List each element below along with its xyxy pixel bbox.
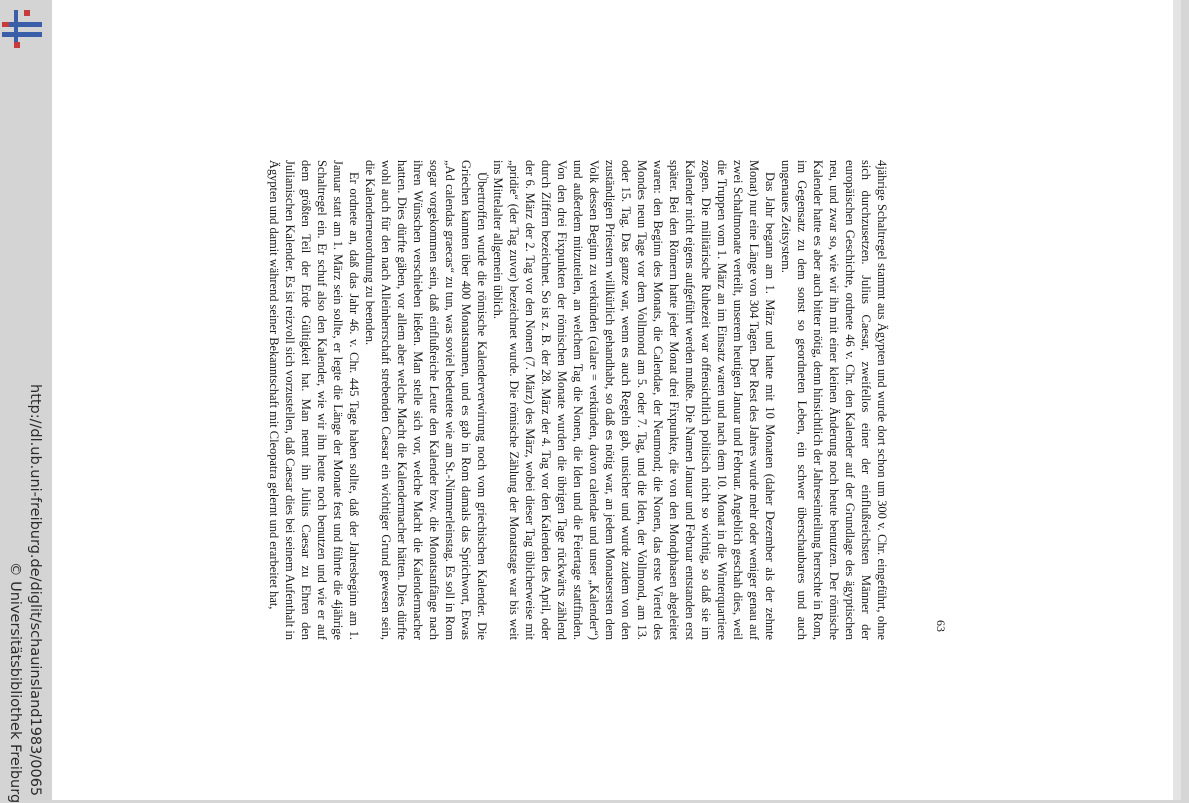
page-number: 63: [934, 620, 948, 632]
rotated-text-block: [267, 160, 890, 640]
sidebar: [0, 0, 52, 803]
paragraph-3: Übertroffen wurde die römische Kalenderverwirrung noch vom griechischen Kalender. Die Griechen kannten über 400 Monatsnamen, und es gab in Rom damals das Sprichwort, Etwas „Ad calendas graecas“ zu tun, was soviel bedeutete wie am St.-Nimmerleinstag. Es soll in Rom sogar vorgekommen sein, daß einflußreiche Leute den Kalender bzw. die Monatsanfänge nach ihren Wünschen verschieben ließen. Man stelle sich vor, welche Macht die Kalendermacher hatten. Dies dürfte gäben, vor allem aber welche Macht die Kalendermacher hätten. Dies dürfte wohl auch für den nach Alleinherrschaft strebenden Caesar ein wichtiger Grund gewesen sein, die Kalenderneuordnung zu beenden.: [363, 160, 489, 640]
copyright-notice: © Universitätsbibliothek Freiburg: [7, 562, 23, 803]
document-url[interactable]: http://dl.ub.uni-freiburg.de/diglit/schauinsland1983/0065: [27, 384, 43, 797]
paragraph-4: Er ordnete an, daß das Jahr 46. v. Chr. 445 Tage haben sollte, daß der Jahresbeginn am 1. Januar statt am 1. März sein sollte, er legte die Länge der Monate fest und führte die 4jährige Schaltregel ein. Er schuf also den Kalender, wie wir ihn heute noch benutzen und wie er auf dem größten Teil der Erde Gültigkeit hat. Man nennt ihn Julius Caesar zu Ehren den Julianischen Kalender. Es ist reizvoll sich vorzustellen, daß Caesar dies bei seinem Aufenthalt in Ägypten und damit während seiner Bekanntschaft mit Cleopatra gelernt und erarbeitet hat,: [267, 160, 361, 640]
paragraph-1: 4jährige Schaltregel stammt aus Ägypten und wurde dort schon um 300 v. Chr. eingeführt, ohne sich durchzusetzen. Julius Caesar, zweifellos einer der einflußreichsten Männer der europäischen Geschichte, ordnete 46 v. Chr. den Kalender auf der Grundlage des ägyptischen neu, und zwar so, wie wir ihn mit einer kleinen Änderung noch heute benutzen. Der römische Kalender hatte es aber auch bitter nötig, denn hinsichtlich der Jahreseinteilung herrschte in Rom, im Gegensatz zu dem sonst so geordneten Leben, ein schwer überschaubares und auch ungenaues Zeitsystem.: [779, 160, 889, 640]
paragraph-2: Das Jahr begann am 1. März und hatte mit 10 Monaten (daher Dezember als der zehnte Monat) nur eine Länge von 304 Tagen. Der Rest des Jahres wurde mehr oder weniger genau auf zwei Schaltmonate verteilt, unserem heutigen Januar und Februar. Angeblich geschah dies, weil die Truppen vom 1. März an im Einsatz waren und nach dem 10. Monat in die Winterquartiere zogen. Die militärische Ruhezeit war offensichtlich politisch nicht so wichtig, so daß sie im Kalender nicht eigens aufgeführt werden mußte. Die Namen Januar und Februar entstanden erst später. Bei den Römern hatte jeder Monat drei Fixpunkte, die von den Mondphasen abgeleitet waren: den Beginn des Monats, die Calendae, der Neumond; die Nonen, das erste Viertel des Mondes neun Tage vor dem Vollmond am 5. oder 7. Tag, und die Iden, der Vollmond, am 13. oder 15. Tag. Das ganze war, wenn es auch Regeln gab, unsicher und wurde zudem von den zuständigen Priestern willkürlich gehandhabt, so daß es nötig war, an jedem Monatsersten dem Volk dessen Beginn zu verkünden (calare = verkünden, davon calendae und unser „Kalender“) und außerdem mitzuteilen, an welchem Tag die Nonen, die Iden und die Feiertage stattfinden. Von den drei Fixpunkten der römischen Monate wurden die übrigen Tage rückwärts zählend durch Ziffern bezeichnet. So ist z. B. der 28. März der 4. Tag vor den Kalenden des April, oder der 6. März der 2. Tag vor den Nonen (7. März) des März, wobei dieser Tag üblicherweise mit „pridie“ (der Tag zuvor) bezeichnet wurde. Die römische Zählung der Monatstage war bis weit ins Mittelalter allgemein üblich.: [491, 160, 777, 640]
scrollbar[interactable]: [1173, 0, 1181, 800]
